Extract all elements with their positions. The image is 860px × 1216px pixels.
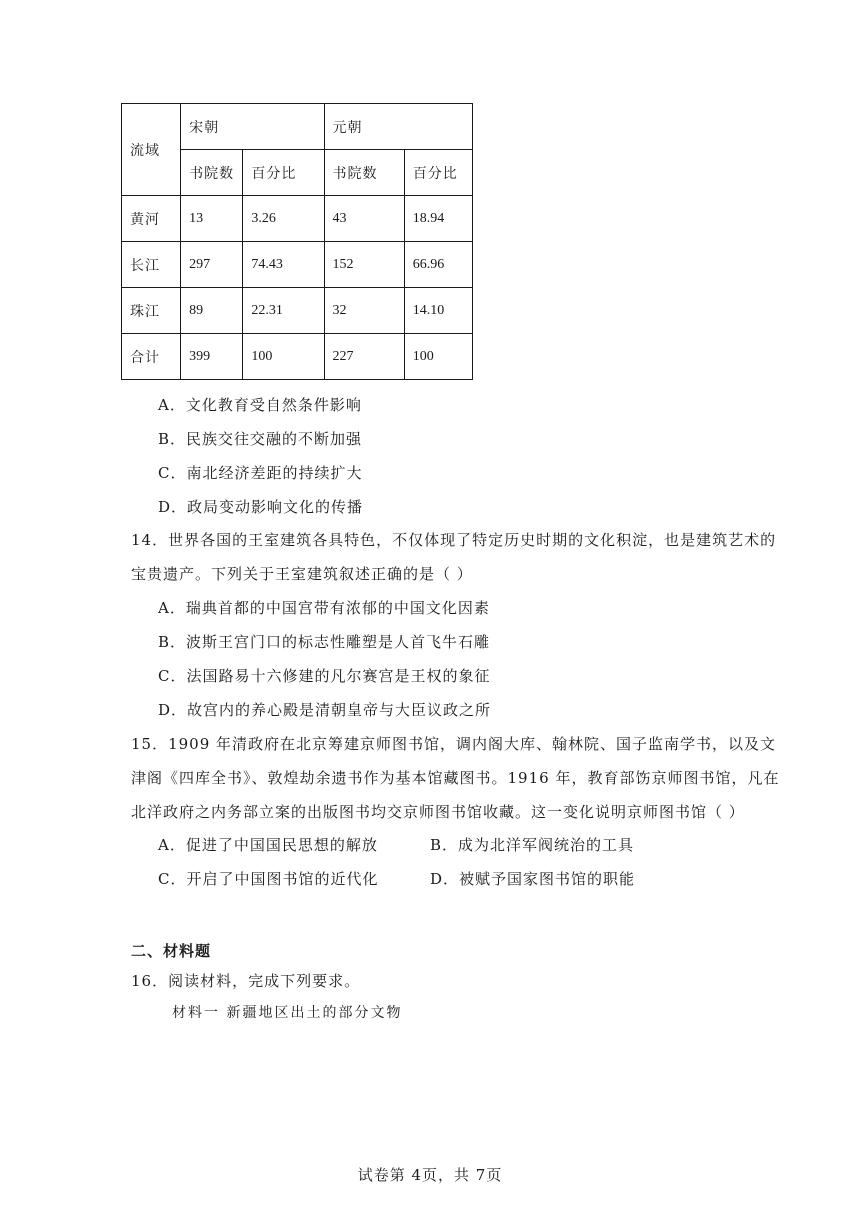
q14-stem-line-1: 14．世界各国的王室建筑各具特色，不仅体现了特定历史时期的文化积淀，也是建筑艺术的 bbox=[131, 531, 777, 549]
value-cell: 22.31 bbox=[243, 288, 324, 334]
subheader-cell: 百分比 bbox=[404, 150, 472, 196]
q14-option-d: D．故宫内的养心殿是清朝皇帝与大臣议政之所 bbox=[158, 701, 492, 719]
table-row bbox=[122, 288, 473, 334]
subheader-cell: 百分比 bbox=[243, 150, 324, 196]
region-cell: 合计 bbox=[122, 334, 181, 380]
yuan-dynasty-header: 元朝 bbox=[324, 104, 472, 150]
region-cell: 黄河 bbox=[122, 196, 181, 242]
material-one-caption: 材料一 新疆地区出土的部分文物 bbox=[172, 1005, 403, 1021]
value-cell: 32 bbox=[324, 288, 404, 334]
q13-option-d: D．政局变动影响文化的传播 bbox=[158, 498, 364, 516]
value-cell: 74.43 bbox=[243, 242, 324, 288]
q14-stem-line-2: 宝贵遗产。下列关于王室建筑叙述正确的是（ ） bbox=[131, 565, 473, 583]
region-cell: 长江 bbox=[122, 242, 181, 288]
q14-option-a: A．瑞典首都的中国宫带有浓郁的中国文化因素 bbox=[158, 599, 490, 617]
academy-table bbox=[121, 103, 473, 380]
subheader-cell: 书院数 bbox=[324, 150, 404, 196]
value-cell: 100 bbox=[404, 334, 472, 380]
q13-option-b: B．民族交往交融的不断加强 bbox=[158, 430, 363, 448]
region-cell: 珠江 bbox=[122, 288, 181, 334]
subheader-cell: 书院数 bbox=[181, 150, 243, 196]
value-cell: 297 bbox=[181, 242, 243, 288]
song-dynasty-header: 宋朝 bbox=[181, 104, 324, 150]
value-cell: 3.26 bbox=[243, 196, 324, 242]
q14-option-c: C．法国路易十六修建的凡尔赛宫是王权的象征 bbox=[158, 667, 491, 685]
q16-stem: 16．阅读材料，完成下列要求。 bbox=[131, 972, 361, 990]
section-title: 二、材料题 bbox=[131, 942, 212, 960]
table-row bbox=[122, 196, 473, 242]
q15-option-b: B．成为北洋军阀统治的工具 bbox=[430, 836, 635, 854]
q13-option-a: A．文化教育受自然条件影响 bbox=[158, 396, 362, 414]
value-cell: 14.10 bbox=[404, 288, 472, 334]
value-cell: 89 bbox=[181, 288, 243, 334]
page-footer: 试卷第 4页，共 7页 bbox=[357, 1166, 503, 1184]
q15-stem-line-3: 北洋政府之内务部立案的出版图书均交京师图书馆收藏。这一变化说明京师图书馆（ ） bbox=[131, 803, 745, 821]
value-cell: 399 bbox=[181, 334, 243, 380]
q13-option-c: C．南北经济差距的持续扩大 bbox=[158, 464, 363, 482]
table-header-row bbox=[122, 104, 473, 150]
value-cell: 152 bbox=[324, 242, 404, 288]
q15-option-d: D．被赋予国家图书馆的职能 bbox=[430, 870, 636, 888]
table-total-row bbox=[122, 334, 473, 380]
value-cell: 100 bbox=[243, 334, 324, 380]
value-cell: 227 bbox=[324, 334, 404, 380]
q14-option-b: B．波斯王宫门口的标志性雕塑是人首飞牛石雕 bbox=[158, 633, 491, 651]
q15-option-c: C．开启了中国图书馆的近代化 bbox=[158, 870, 379, 888]
q15-stem-line-2: 津阁《四库全书》、敦煌劫余遗书作为基本馆藏图书。1916 年，教育部饬京师图书馆，凡在 bbox=[131, 769, 780, 787]
q15-stem-line-1: 15．1909 年清政府在北京筹建京师图书馆，调内阁大库、翰林院、国子监南学书，以及文 bbox=[131, 735, 777, 753]
value-cell: 18.94 bbox=[404, 196, 472, 242]
value-cell: 13 bbox=[181, 196, 243, 242]
q15-option-a: A．促进了中国国民思想的解放 bbox=[158, 836, 378, 854]
table-row bbox=[122, 242, 473, 288]
region-header: 流域 bbox=[122, 104, 181, 196]
value-cell: 43 bbox=[324, 196, 404, 242]
value-cell: 66.96 bbox=[404, 242, 472, 288]
